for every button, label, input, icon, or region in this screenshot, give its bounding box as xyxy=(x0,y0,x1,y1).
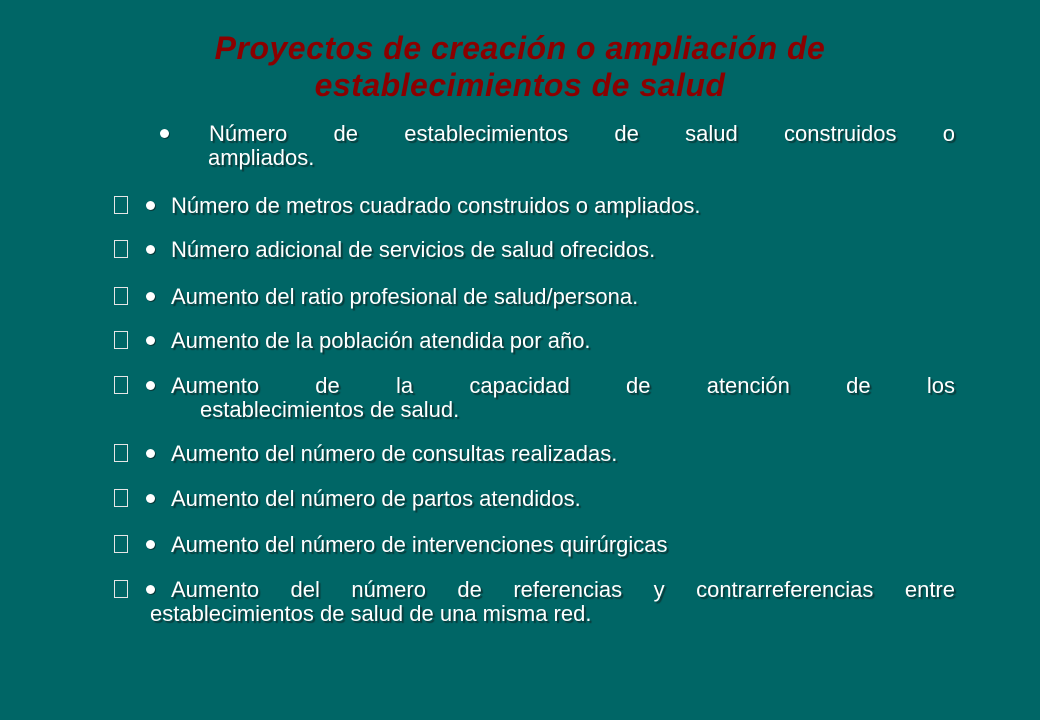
bullet-dot-icon xyxy=(146,201,155,210)
bullet-dot-icon xyxy=(146,449,155,458)
missing-glyph-box-icon xyxy=(114,489,128,507)
list-item xyxy=(110,533,955,557)
bullet-dot-icon xyxy=(146,494,155,503)
list-item xyxy=(110,285,955,309)
bullet-dot-icon xyxy=(146,585,155,594)
list-item xyxy=(160,122,955,170)
list-item xyxy=(110,487,955,511)
list-item-line: Aumento del número de consultas realizadas. xyxy=(110,442,955,466)
list-item-line: Aumento de la capacidad de atención de los xyxy=(110,374,955,398)
list-item-line: Aumento del ratio profesional de salud/persona. xyxy=(110,285,955,309)
missing-glyph-box-icon xyxy=(114,580,128,598)
list-item xyxy=(110,578,955,626)
bullet-dot-icon xyxy=(146,540,155,549)
list-item-line: Aumento del número de partos atendidos. xyxy=(110,487,955,511)
list-item xyxy=(110,374,955,422)
list-item-line: ampliados. xyxy=(208,145,315,170)
list-item xyxy=(110,329,955,353)
missing-glyph-box-icon xyxy=(114,331,128,349)
list-item-line: Número de metros cuadrado construidos o ampliados. xyxy=(110,194,955,218)
missing-glyph-box-icon xyxy=(114,196,128,214)
missing-glyph-box-icon xyxy=(114,287,128,305)
bullet-dot-icon xyxy=(146,336,155,345)
missing-glyph-box-icon xyxy=(114,240,128,258)
bullet-dot-icon xyxy=(146,245,155,254)
missing-glyph-box-icon xyxy=(114,535,128,553)
list-item-line: establecimientos de salud. xyxy=(200,397,460,422)
list-item xyxy=(110,194,955,218)
list-item-line: Aumento del número de referencias y contrarreferencias entre xyxy=(110,578,955,602)
missing-glyph-box-icon xyxy=(114,444,128,462)
title-line-2: establecimientos de salud xyxy=(314,67,726,103)
bullet-dot-icon xyxy=(146,381,155,390)
bullet-dot-icon xyxy=(146,292,155,301)
list-item xyxy=(110,238,955,262)
list-item-line: Número de establecimientos de salud construidos o xyxy=(160,122,955,146)
bullet-dot-icon xyxy=(160,129,169,138)
list-item-line: Aumento de la población atendida por año. xyxy=(110,329,955,353)
title-line-1: Proyectos de creación o ampliación de xyxy=(214,30,826,66)
slide-title xyxy=(140,30,900,104)
list-item-line: Número adicional de servicios de salud ofrecidos. xyxy=(110,238,955,262)
list-item xyxy=(110,442,955,466)
missing-glyph-box-icon xyxy=(114,376,128,394)
list-item-line: Aumento del número de intervenciones quirúrgicas xyxy=(110,533,955,557)
list-item-line: establecimientos de salud de una misma red. xyxy=(150,601,592,626)
